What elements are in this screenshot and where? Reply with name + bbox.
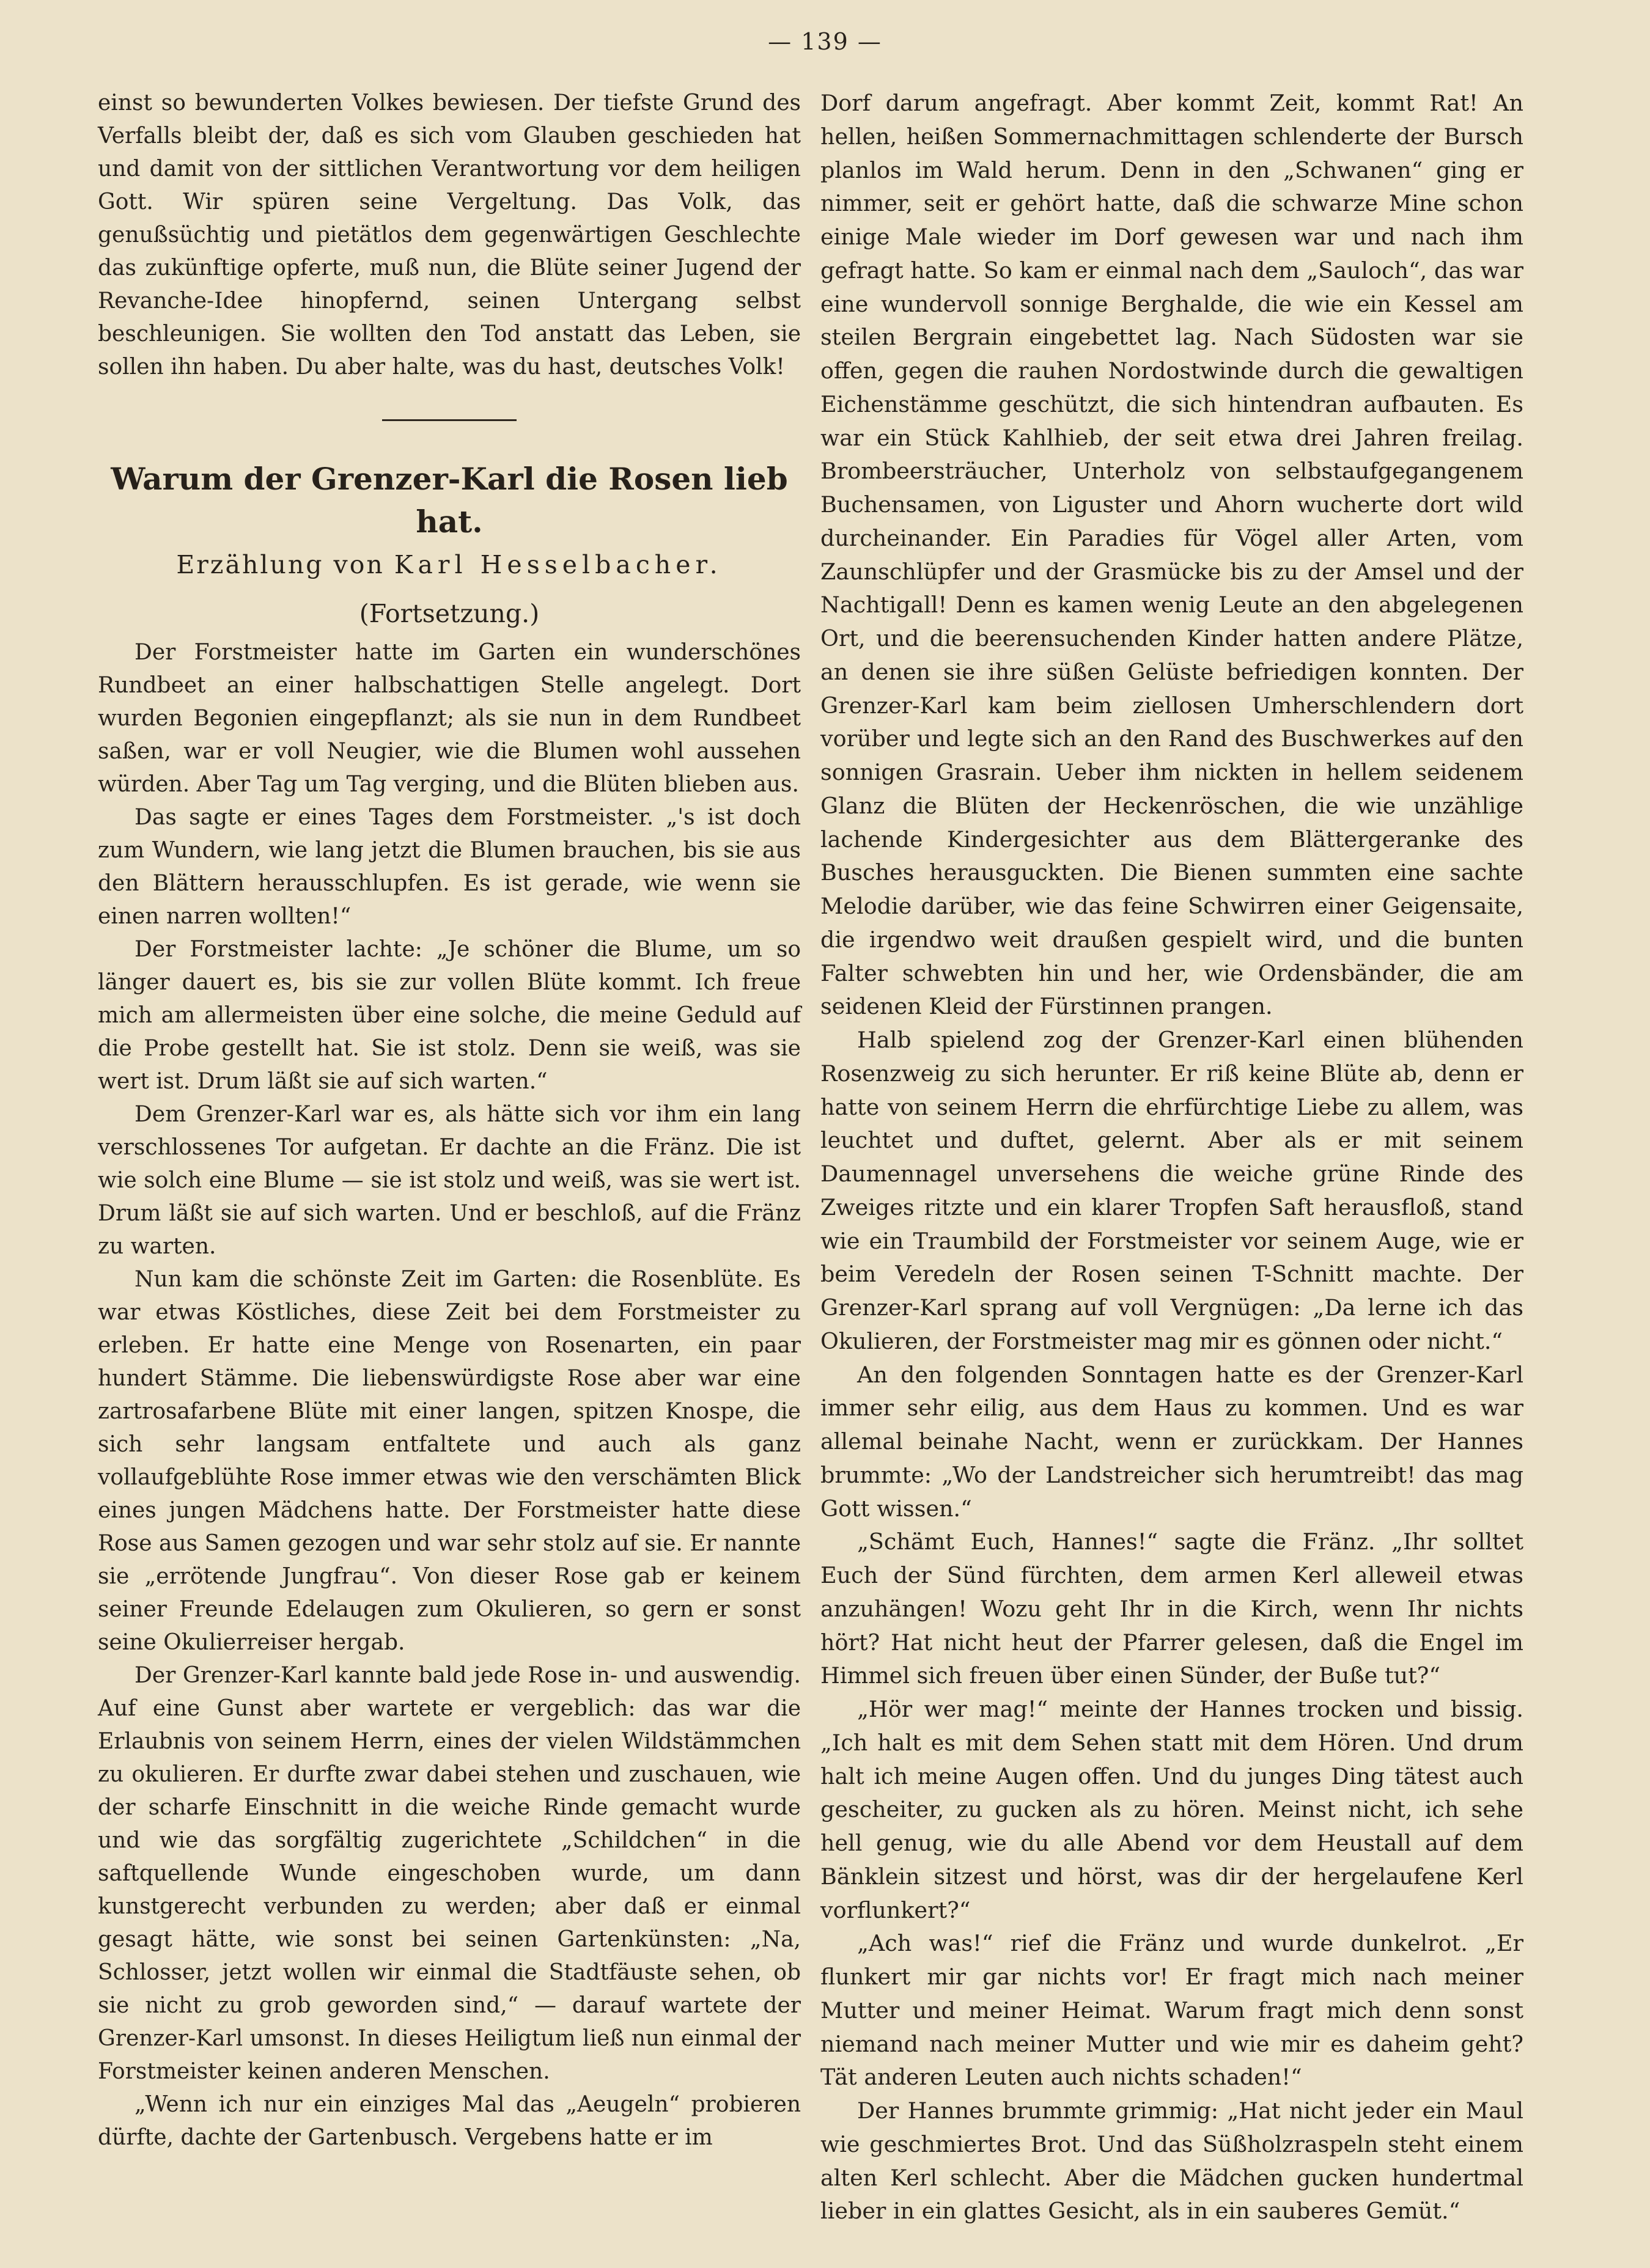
paragraph: Der Grenzer-Karl kannte bald jede Rose in- und auswendig. Auf eine Gunst aber wartete er vergeblich: das war die Erlaubnis von seinem Herrn, eines der vielen Wildstämmchen zu okulieren. Er durfte zwar dabei stehen und zuschauen, wie der scharfe Einschnitt in die weiche Rinde gemacht wurde und wie das sorgfältig zugerichtete „Schildchen“ in die saftquellende Wunde eingeschoben wurde, um dann kunstgerecht verbunden zu werden; aber daß er einmal gesagt hätte, wie sonst bei seinen Gartenkünsten: „Na, Schlosser, jetzt wollen wir einmal die Stadtfäuste sehen, ob sie nicht zu grob geworden sind,“ — darauf wartete der Grenzer-Karl umsonst. In dieses Heiligtum ließ nun einmal der Forstmeister keinen anderen Menschen. bbox=[98, 1663, 801, 2084]
story-subtitle bbox=[98, 546, 801, 584]
paragraph: Nun kam die schönste Zeit im Garten: die Rosenblüte. Es war etwas Köstliches, diese Zeit bei dem Forstmeister zu erleben. Er hatte eine Menge von Rosenarten, ein paar hundert Stämme. Die liebenswürdigste Rose aber war eine zartrosafarbene Blüte mit einer langen, spitzen Knospe, die sich sehr langsam entfaltete und auch als ganz vollaufgeblühte Rose immer etwas wie den verschämten Blick eines jungen Mädchens hatte. Der Forstmeister hatte diese Rose aus Samen gezogen und war sehr stolz auf sie. Er nannte sie „errötende Jungfrau“. Von dieser Rose gab er keinem seiner Freunde Edelaugen zum Okulieren, so gern er sonst seine Okulierreiser hergab. bbox=[98, 1267, 801, 1655]
section-divider bbox=[382, 419, 517, 421]
intro-paragraph: einst so bewunderten Volkes bewiesen. Der tiefste Grund des Verfalls bleibt der, daß es sich vom Glauben geschieden hat und damit von der sittlichen Verantwortung vor dem heiligen Gott. Wir spüren seine Vergeltung. Das Volk, das genußsüchtig und pietätlos dem gegenwärtigen Geschlechte das zukünftige opferte, muß nun, die Blüte seiner Jugend der Revanche-Idee hinopfernd, seinen Untergang selbst beschleunigen. Sie wollten den Tod anstatt das Leben, sie sollen ihn haben. Du aber halte, was du hast, deutsches Volk! bbox=[98, 90, 801, 380]
paragraph: Das sagte er eines Tages dem Forstmeister. „'s ist doch zum Wundern, wie lang jetzt die Blumen brauchen, bis sie aus den Blättern herausschlupfen. Es ist gerade, wie wenn sie einen narren wollten!“ bbox=[98, 805, 801, 929]
paragraph: An den folgenden Sonntagen hatte es der Grenzer-Karl immer sehr eilig, aus dem Haus zu kommen. Und es war allemal beinahe Nacht, wenn er zurückkam. Der Hannes brummte: „Wo der Landstreicher sich herumtreibt! das mag Gott wissen.“ bbox=[820, 1361, 1523, 1522]
paragraph: Der Hannes brummte grimmig: „Hat nicht jeder ein Maul wie geschmiertes Brot. Und das Süßholzraspeln steht einem alten Kerl schlecht. Aber die Mädchen gucken hundertmal lieber in ein glattes Gesicht, als in ein sauberes Gemüt.“ bbox=[820, 2097, 1523, 2225]
paragraph: „Ach was!“ rief die Fränz und wurde dunkelrot. „Er flunkert mir gar nichts vor! Er fragt mich nach meiner Mutter und meiner Heimat. Warum fragt mich denn sonst niemand nach meiner Mutter und wie mir es daheim geht? Tät anderen Leuten auch nichts schaden!“ bbox=[820, 1930, 1523, 2091]
story-title: Warum der Grenzer-Karl die Rosen lieb hat. bbox=[111, 461, 788, 540]
paragraph: Der Forstmeister lachte: „Je schöner die Blume, um so länger dauert es, bis sie zur vollen Blüte kommt. Ich freue mich am allermeisten über eine solche, die meine Geduld auf die Probe gestellt hat. Sie ist stolz. Denn sie weiß, was sie wert ist. Drum läßt sie auf sich warten.“ bbox=[98, 937, 801, 1094]
continuation-note: (Fortsetzung.) bbox=[359, 599, 540, 628]
right-column bbox=[820, 87, 1523, 2228]
paragraph: Dem Grenzer-Karl war es, als hätte sich vor ihm ein lang verschlossenes Tor aufgetan. Er dachte an die Fränz. Die ist wie solch eine Blume — sie ist stolz und weiß, was sie wert ist. Drum läßt sie auf sich warten. Und er beschloß, auf die Fränz zu warten. bbox=[98, 1102, 801, 1259]
subtitle-prefix: Erzählung von bbox=[176, 550, 385, 579]
author-name: Karl Hesselbacher. bbox=[394, 550, 723, 579]
paragraph: „Wenn ich nur ein einziges Mal das „Aeugeln“ probieren dürfte, dachte der Gartenbusch. Vergebens hatte er im bbox=[98, 2092, 801, 2150]
paragraph: Der Forstmeister hatte im Garten ein wunderschönes Rundbeet an einer halbschattigen Stelle angelegt. Dort wurden Begonien eingepflanzt; als sie nun in dem Rundbeet saßen, war er voll Neugier, wie die Blumen wohl aussehen würden. Aber Tag um Tag verging, und die Blüten blieben aus. bbox=[98, 640, 801, 797]
page-number: — 139 — bbox=[768, 28, 882, 55]
paragraph: Halb spielend zog der Grenzer-Karl einen blühenden Rosenzweig zu sich herunter. Er riß keine Blüte ab, denn er hatte von seinem Herrn die ehrfürchtige Liebe zu allem, was leuchtet und duftet, gelernt. Aber als er mit seinem Daumennagel unversehens die weiche grüne Rinde des Zweiges ritzte und ein klarer Tropfen Saft herausfloß, stand wie ein Traumbild der Forstmeister vor seinem Auge, wie er beim Veredeln der Rosen seinen T-Schnitt machte. Der Grenzer-Karl sprang auf voll Vergnügen: „Da lerne ich das Okulieren, der Forstmeister mag mir es gönnen oder nicht.“ bbox=[820, 1027, 1523, 1354]
left-column bbox=[98, 87, 801, 2154]
paragraph: „Schämt Euch, Hannes!“ sagte die Fränz. „Ihr solltet Euch der Sünd fürchten, dem armen Kerl alleweil etwas anzuhängen! Wozu geht Ihr in die Kirch, wenn Ihr nichts hört? Hat nicht heut der Pfarrer gelesen, daß die Engel im Himmel sich freuen über einen Sünder, der Buße tut?“ bbox=[820, 1529, 1523, 1689]
paragraph: „Hör wer mag!“ meinte der Hannes trocken und bissig. „Ich halt es mit dem Sehen statt mit dem Hören. Und drum halt ich meine Augen offen. Und du junges Ding tätest auch gescheiter, zu gucken als zu hören. Meinst nicht, ich sehe hell genug, wie du alle Abend vor dem Heustall auf dem Bänklein sitzest und hörst, was dir der hergelaufene Kerl vorflunkert?“ bbox=[820, 1696, 1523, 1923]
paragraph: Dorf darum angefragt. Aber kommt Zeit, kommt Rat! An hellen, heißen Sommernachmittagen schlenderte der Bursch planlos im Wald herum. Denn in den „Schwanen“ ging er nimmer, seit er gehört hatte, daß die schwarze Mine schon einige Male wieder im Dorf gewesen war und nach ihm gefragt hatte. So kam er einmal nach dem „Sauloch“, das war eine wundervoll sonnige Berghalde, die wie ein Kessel am steilen Bergrain eingebettet lag. Nach Südosten war sie offen, gegen die rauhen Nordostwinde durch die gewaltigen Eichenstämme geschützt, die sich hintendran aufbauten. Es war ein Stück Kahlhieb, der seit etwa drei Jahren freilag. Brombeersträucher, Unterholz von selbstaufgegangenem Buchensamen, von Liguster und Ahorn wucherte dort wild durcheinander. Ein Paradies für Vögel aller Arten, vom Zaunschlüpfer und der Grasmücke bis zu der Amsel und der Nachtigall! Denn es kamen wenig Leute an den abgelegenen Ort, und die beerensuchenden Kinder hatten andere Plätze, an denen sie ihre süßen Gelüste befriedigen konnten. Der Grenzer-Karl kam beim ziellosen Umherschlendern dort vorüber und legte sich an den Rand des Buschwerkes auf den sonnigen Grasrain. Ueber ihm nickten in hellem seidenem Glanz die Blüten der Heckenröschen, die wie unzählige lachende Kindergesichter aus dem Blättergeranke des Busches herausguckten. Die Bienen summten eine sachte Melodie darüber, wie das feine Schwirren einer Geigensaite, die irgendwo weit draußen gespielt wird, und die bunten Falter schwebten hin und her, wie Ordensbänder, die am seidenen Kleid der Fürstinnen prangen. bbox=[820, 90, 1523, 1020]
